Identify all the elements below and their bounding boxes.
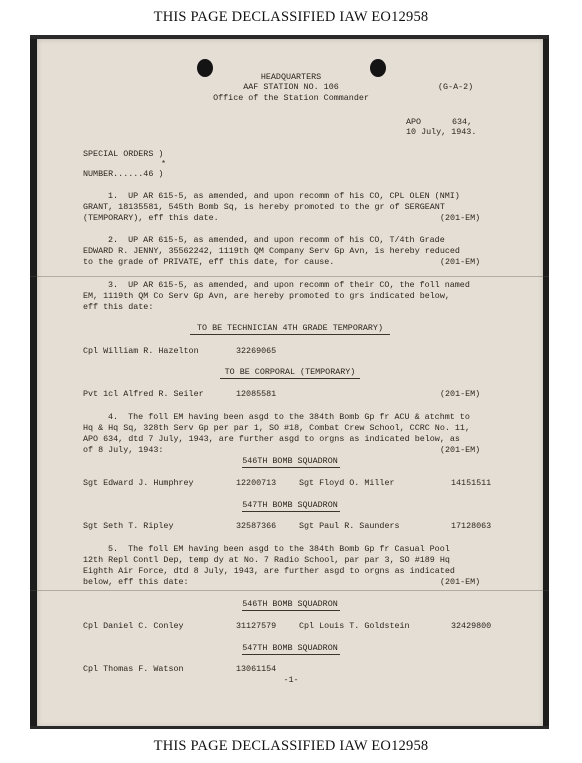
declassified-banner-bottom: THIS PAGE DECLASSIFIED IAW EO12958 [153,738,429,754]
scan-border-left [30,35,37,729]
para2-line2: EDWARD R. JENNY, 35562242, 1119th QM Company Serv Gp Avn, is hereby reduced [83,246,460,256]
sq546-heading: 546TH BOMB SQUADRON [242,456,338,466]
sq546-right-serial: 14151511 [451,478,492,488]
special-orders-title: SPECIAL ORDERS ) [83,149,164,159]
corporal-serial: 12085581 [236,389,277,399]
para3-line1: 3. UP AR 615-5, as amended, and upon recomm of their CO, the foll named [108,280,470,290]
tec4-name: Cpl William R. Hazelton [83,346,199,356]
sq546b-right-serial: 32429800 [451,621,492,631]
para2-line1: 2. UP AR 615-5, as amended, and upon recomm of his CO, T/4th Grade [108,235,445,245]
sq547-left-serial: 32587366 [236,521,277,531]
para1-line3: (TEMPORARY), eff this date. [83,213,219,223]
sq546b-heading: 546TH BOMB SQUADRON [242,599,338,609]
apo-label: APO [406,117,422,127]
page-number: -1- [283,675,299,685]
tec4-heading-underline [190,334,390,335]
order-date: 10 July, 1943. [406,127,477,137]
special-orders-star: * [161,159,167,169]
sq547b-left-serial: 13061154 [236,664,277,674]
header-office: Office of the Station Commander [213,93,369,103]
para3-line3: eff this date: [83,302,154,312]
para2-ref: (201-EM) [440,257,481,267]
para5-line3: Eighth Air Force, dtd 8 July, 1943, are further asgd to orgns as indicated [83,566,455,576]
para4-line4: of 8 July, 1943: [83,445,164,455]
para1-ref: (201-EM) [440,213,481,223]
para4-line1: 4. The foll EM having been asgd to the 384th Bomb Gp fr ACU & atchmt to [108,412,470,422]
declassified-banner-top: THIS PAGE DECLASSIFIED IAW EO12958 [153,9,429,25]
para4-line3: APO 634, dtd 7 July, 1943, are further asgd to orgns as indicated below, as [83,434,460,444]
sq547-heading: 547TH BOMB SQUADRON [242,500,338,510]
para1-line1: 1. UP AR 615-5, as amended, and upon recomm of his CO, CPL OLEN (NMI) [108,191,460,201]
sq546b-heading-underline [242,610,340,611]
sq546-heading-underline [242,467,340,468]
tec4-serial: 32269065 [236,346,277,356]
page-fold-line [30,276,549,277]
sq547b-heading: 547TH BOMB SQUADRON [242,643,338,653]
corporal-heading: TO BE CORPORAL (TEMPORARY) [224,367,356,377]
para4-ref: (201-EM) [440,445,481,455]
para3-line2: EM, 1119th QM Co Serv Gp Avn, are hereby promoted to grs indicated below, [83,291,450,301]
tec4-heading: TO BE TECHNICIAN 4TH GRADE TEMPORARY) [197,323,383,333]
scan-border-top [30,35,549,39]
header-station: AAF STATION NO. 106 [243,82,339,92]
sq546-left-name: Sgt Edward J. Humphrey [83,478,194,488]
para5-line2: 12th Repl Contl Dep, temp dy at No. 7 Radio School, par par 3, SO #189 Hq [83,555,450,565]
sq546-left-serial: 12200713 [236,478,277,488]
para1-line2: GRANT, 18135581, 545th Bomb Sq, is hereby promoted to the gr of SERGEANT [83,202,445,212]
para2-line3: to the grade of PRIVATE, eff this date, for cause. [83,257,335,267]
para5-ref: (201-EM) [440,577,481,587]
apo-number: 634, [452,117,473,127]
corporal-name: Pvt 1cl Alfred R. Seiler [83,389,204,399]
header-code: (G-A-2) [438,82,474,92]
header-headquarters: HEADQUARTERS [260,72,322,82]
sq547-heading-underline [242,511,340,512]
sq546b-left-serial: 31127579 [236,621,277,631]
special-orders-number: NUMBER......46 ) [83,169,164,179]
page-fold-line [30,590,549,591]
corporal-ref: (201-EM) [440,389,481,399]
corporal-heading-underline [220,378,360,379]
para4-line2: Hq & Hq Sq, 328th Serv Gp per par 1, SO #18, Combat Crew School, CCRC No. 11, [83,423,470,433]
sq547-left-name: Sgt Seth T. Ripley [83,521,174,531]
sq546-right-name: Sgt Floyd O. Miller [299,478,395,488]
sq547-right-serial: 17128063 [451,521,492,531]
sq547-right-name: Sgt Paul R. Saunders [299,521,400,531]
sq547b-heading-underline [242,654,340,655]
scan-border-bottom [30,726,549,729]
para5-line1: 5. The foll EM having been asgd to the 384th Bomb Gp fr Casual Pool [108,544,450,554]
sq546b-right-name: Cpl Louis T. Goldstein [299,621,410,631]
sq546b-left-name: Cpl Daniel C. Conley [83,621,184,631]
sq547b-left-name: Cpl Thomas F. Watson [83,664,184,674]
para5-line4: below, eff this date: [83,577,189,587]
scan-border-right [543,35,549,729]
